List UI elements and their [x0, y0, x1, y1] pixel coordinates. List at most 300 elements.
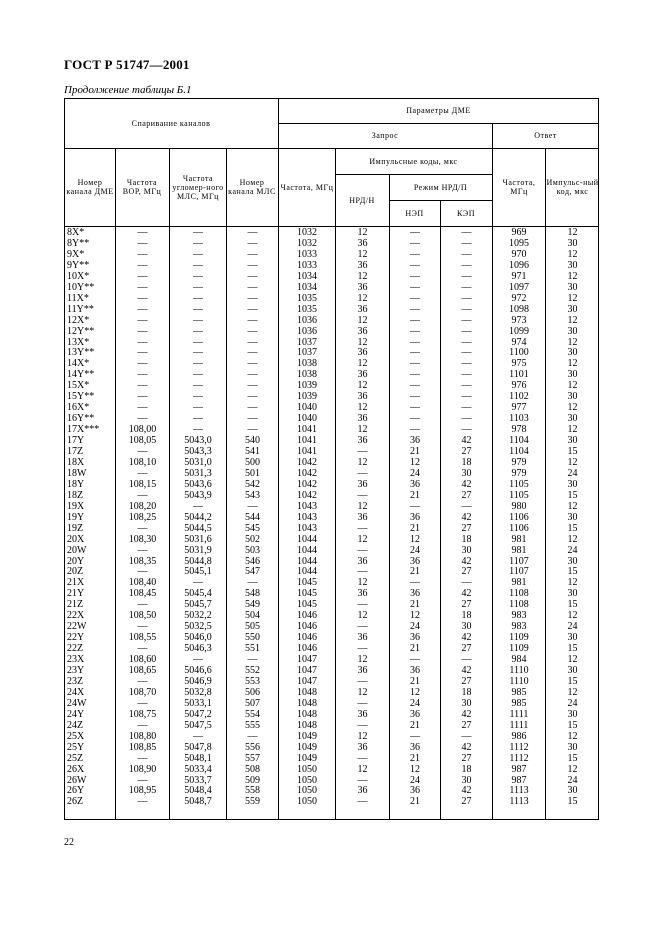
- table-cell: 556: [245, 741, 260, 753]
- request-frequency-header: Частота, МГц: [280, 182, 334, 192]
- table-cell: —: [247, 270, 258, 282]
- table-cell: 1107: [509, 555, 529, 567]
- table-cell: 552: [245, 665, 260, 676]
- table-cell: 24: [567, 697, 578, 709]
- table-cell: 36: [357, 741, 368, 753]
- table-cell: —: [410, 369, 420, 381]
- table-cell: 36: [357, 259, 368, 271]
- table-cell: —: [137, 270, 148, 282]
- table-cell: 12: [357, 292, 368, 304]
- table-cell: 15: [567, 566, 578, 578]
- table-cell: —: [247, 347, 258, 359]
- table-cell: —: [410, 358, 420, 370]
- table-cell: 30: [567, 413, 578, 425]
- table-cell: —: [247, 391, 258, 403]
- table-cell: 504: [245, 610, 260, 622]
- table-cell: 21: [410, 675, 420, 687]
- dme-channel-cell: 22Z: [67, 643, 84, 655]
- table-cell: 30: [461, 621, 472, 633]
- table-cell: —: [137, 380, 148, 392]
- table-cell: —: [357, 719, 368, 731]
- table-cell: 36: [357, 303, 368, 315]
- table-cell: —: [247, 424, 258, 436]
- table-cell: —: [357, 774, 368, 786]
- table-cell: —: [357, 566, 368, 578]
- dme-channel-cell: 23Y: [67, 665, 85, 676]
- table-cell: —: [410, 654, 420, 666]
- table-cell: 5045,7: [184, 599, 212, 611]
- table-cell: —: [461, 336, 472, 348]
- table-cell: 36: [357, 632, 368, 644]
- table-cell: 27: [461, 643, 472, 655]
- table-cell: 18: [461, 763, 472, 775]
- table-cell: —: [410, 248, 420, 260]
- table-cell: 540: [245, 435, 260, 447]
- table-cell: 555: [245, 719, 260, 731]
- table-cell: 24: [567, 621, 578, 633]
- table-cell: 36: [410, 511, 420, 523]
- table-cell: 5047,5: [184, 719, 212, 731]
- reply-code-header: Импульс-ный код, мкс: [546, 178, 599, 196]
- nep-header: НЭП: [405, 208, 424, 218]
- table-cell: 985: [511, 697, 527, 709]
- table-cell: —: [410, 424, 420, 436]
- table-cell: —: [461, 303, 472, 315]
- table-cell: 557: [245, 752, 260, 764]
- table-cell: 1113: [509, 796, 529, 808]
- table-cell: —: [137, 774, 148, 786]
- table-cell: 27: [461, 752, 472, 764]
- table-cell: 12: [567, 248, 578, 260]
- table-cell: 12: [357, 358, 368, 370]
- dme-channel-cell: 15Y**: [67, 391, 95, 403]
- table-cell: 12: [567, 292, 578, 304]
- dme-channel-cell: 24W: [67, 697, 87, 709]
- table-cell: —: [410, 413, 420, 425]
- table-cell: —: [193, 314, 203, 326]
- table-cell: —: [410, 730, 420, 742]
- dme-channel-cell: 23X: [67, 654, 85, 666]
- table-cell: 1099: [509, 325, 529, 337]
- table-cell: 18: [461, 533, 472, 545]
- nrd-n-header: НРД/Н: [349, 195, 375, 205]
- table-cell: 558: [245, 785, 260, 797]
- table-cell: —: [461, 358, 472, 370]
- table-cell: 12: [410, 533, 420, 545]
- table-cell: —: [193, 303, 203, 315]
- table-cell: —: [247, 227, 258, 238]
- table-cell: 544: [245, 511, 260, 523]
- table-cell: 36: [357, 511, 368, 523]
- table-cell: —: [137, 237, 148, 249]
- table-cell: 18: [461, 456, 472, 468]
- table-cell: 1032: [297, 227, 317, 238]
- table-cell: 1044: [297, 566, 317, 578]
- table-cell: 12: [357, 610, 368, 622]
- table-cell: 981: [511, 533, 527, 545]
- reply-header: Ответ: [534, 131, 557, 140]
- table-cell: 15: [567, 446, 578, 457]
- table-cell: 1107: [509, 566, 529, 578]
- table-cell: —: [461, 380, 472, 392]
- table-cell: 1050: [297, 763, 317, 775]
- table-cell: —: [193, 369, 203, 381]
- table-cell: 21: [410, 489, 420, 501]
- table-cell: 971: [511, 270, 527, 282]
- table-cell: 108,35: [128, 555, 157, 567]
- table-cell: 1047: [297, 675, 317, 687]
- table-cell: —: [193, 402, 203, 414]
- table-cell: 27: [461, 566, 472, 578]
- table-cell: 24: [567, 774, 578, 786]
- table-cell: 1108: [509, 599, 529, 611]
- table-cell: 15: [567, 796, 578, 808]
- table-cell: 979: [511, 456, 527, 468]
- table-cell: —: [193, 237, 203, 249]
- table-cell: —: [247, 237, 258, 249]
- table-cell: 1046: [297, 643, 317, 655]
- table-cell: 1046: [297, 621, 317, 633]
- table-cell: 12: [357, 227, 368, 238]
- table-cell: 30: [461, 697, 472, 709]
- table-cell: —: [247, 303, 258, 315]
- table-cell: 27: [461, 719, 472, 731]
- table-cell: 1044: [297, 555, 317, 567]
- table-cell: 5046,6: [184, 665, 212, 676]
- table-cell: 502: [245, 533, 260, 545]
- table-cell: 30: [567, 369, 578, 381]
- table-cell: 1097: [509, 281, 529, 293]
- table-cell: —: [247, 325, 258, 337]
- table-cell: 1113: [509, 785, 529, 797]
- table-cell: —: [193, 577, 203, 589]
- table-cell: 559: [245, 796, 260, 808]
- dme-channel-cell: 13X*: [67, 336, 90, 348]
- table-cell: —: [137, 643, 148, 655]
- table-cell: —: [137, 413, 148, 425]
- dme-channel-cell: 9X*: [67, 248, 85, 260]
- table-cell: 1046: [297, 632, 317, 644]
- table-cell: —: [137, 446, 148, 457]
- table-cell: 1108: [509, 588, 529, 600]
- table-cell: —: [247, 358, 258, 370]
- table-cell: 1050: [297, 785, 317, 797]
- table-cell: 36: [357, 237, 368, 249]
- table-cell: 1042: [297, 456, 317, 468]
- table-cell: 12: [567, 314, 578, 326]
- table-cell: 1039: [297, 391, 317, 403]
- table-cell: 974: [511, 336, 527, 348]
- table-cell: 1045: [297, 577, 317, 589]
- table-cell: —: [137, 281, 148, 293]
- mls-channel-header: Номер канала МЛС: [228, 178, 276, 196]
- table-cell: —: [461, 281, 472, 293]
- table-cell: 1106: [509, 522, 529, 534]
- dme-channel-cell: 21Y: [67, 588, 85, 600]
- table-cell: 27: [461, 446, 472, 457]
- table-cell: 1035: [297, 292, 317, 304]
- table-cell: 548: [245, 588, 260, 600]
- table-cell: 986: [511, 730, 527, 742]
- table-cell: 5044,5: [184, 522, 212, 534]
- table-cell: 30: [461, 774, 472, 786]
- table-cell: 5045,4: [184, 588, 212, 600]
- table-cell: 980: [511, 500, 527, 512]
- table-cell: 30: [567, 555, 578, 567]
- table-cell: 27: [461, 522, 472, 534]
- table-cell: 1109: [509, 632, 529, 644]
- dme-channel-cell: 26X: [67, 763, 85, 775]
- table-cell: 1098: [509, 303, 529, 315]
- table-cell: 545: [245, 522, 260, 534]
- table-cell: 985: [511, 686, 527, 698]
- table-cell: 108,95: [128, 785, 157, 797]
- dme-channel-cell: 17X***: [67, 424, 100, 436]
- table-cell: —: [461, 391, 472, 403]
- table-cell: —: [357, 489, 368, 501]
- table-cell: 12: [567, 763, 578, 775]
- table-cell: 108,25: [128, 511, 157, 523]
- table-cell: 15: [567, 489, 578, 501]
- table-cell: 36: [357, 435, 368, 447]
- table-cell: —: [137, 227, 148, 238]
- table-cell: 975: [511, 358, 527, 370]
- table-cell: 12: [357, 654, 368, 666]
- dme-channel-cell: 10Y**: [67, 281, 95, 293]
- table-cell: —: [137, 796, 148, 808]
- table-cell: 507: [245, 697, 260, 709]
- table-cell: —: [461, 654, 472, 666]
- dme-channel-cell: 25Z: [67, 752, 84, 764]
- table-cell: 12: [357, 577, 368, 589]
- table-cell: 508: [245, 763, 260, 775]
- table-cell: 5046,0: [184, 632, 212, 644]
- table-cell: —: [193, 391, 203, 403]
- table-cell: 1112: [509, 752, 529, 764]
- table-cell: 553: [245, 675, 260, 687]
- table-cell: 12: [410, 456, 420, 468]
- table-cell: —: [247, 259, 258, 271]
- table-cell: —: [137, 697, 148, 709]
- table-cell: 12: [357, 314, 368, 326]
- table-cell: 12: [357, 270, 368, 282]
- table-cell: —: [247, 314, 258, 326]
- table-cell: 12: [567, 456, 578, 468]
- table-cell: 30: [461, 467, 472, 479]
- request-header: Запрос: [371, 131, 399, 140]
- table-cell: 1109: [509, 643, 529, 655]
- table-cell: 42: [461, 435, 472, 447]
- table-cell: 973: [511, 314, 527, 326]
- table-cell: 1095: [509, 237, 529, 249]
- table-cell: 15: [567, 675, 578, 687]
- dme-channel-cell: 20Z: [67, 566, 84, 578]
- kep-header: КЭП: [457, 208, 475, 218]
- table-cell: 42: [461, 665, 472, 676]
- table-cell: —: [193, 380, 203, 392]
- table-cell: 42: [461, 588, 472, 600]
- table-cell: —: [137, 719, 148, 731]
- table-cell: 5033,1: [184, 697, 212, 709]
- table-cell: 18: [461, 686, 472, 698]
- table-cell: —: [461, 730, 472, 742]
- table-cell: 1042: [297, 489, 317, 501]
- table-cell: —: [247, 654, 258, 666]
- table-cell: 976: [511, 380, 527, 392]
- table-cell: —: [137, 314, 148, 326]
- table-cell: 12: [357, 686, 368, 698]
- table-cell: 108,40: [128, 577, 157, 589]
- table-cell: 36: [357, 391, 368, 403]
- table-cell: 108,45: [128, 588, 157, 600]
- table-cell: 27: [461, 599, 472, 611]
- table-cell: —: [247, 380, 258, 392]
- table-cell: 27: [461, 489, 472, 501]
- table-cell: —: [193, 292, 203, 304]
- table-cell: —: [137, 303, 148, 315]
- table-cell: 24: [410, 697, 420, 709]
- table-cell: 21: [410, 752, 420, 764]
- table-cell: —: [247, 248, 258, 260]
- table-cell: 549: [245, 599, 260, 611]
- dme-channel-cell: 14X*: [67, 358, 90, 370]
- table-cell: 1038: [297, 369, 317, 381]
- dme-channel-cell: 11Y**: [67, 303, 94, 315]
- dme-channel-cell: 25X: [67, 730, 85, 742]
- table-cell: 108,15: [128, 478, 157, 490]
- table-cell: 981: [511, 577, 527, 589]
- table-cell: —: [193, 325, 203, 337]
- table-cell: 30: [567, 325, 578, 337]
- table-cell: 12: [567, 577, 578, 589]
- table-cell: 36: [357, 325, 368, 337]
- table-cell: —: [193, 358, 203, 370]
- table-cell: 1039: [297, 380, 317, 392]
- table-cell: —: [410, 336, 420, 348]
- table-cell: —: [410, 347, 420, 359]
- table-cell: —: [193, 500, 203, 512]
- table-cell: —: [410, 314, 420, 326]
- table-cell: 1100: [509, 347, 529, 359]
- table-cell: —: [461, 227, 472, 238]
- table-cell: 12: [357, 763, 368, 775]
- table-cell: 551: [245, 643, 260, 655]
- table-cell: 1049: [297, 730, 317, 742]
- table-cell: 12: [357, 500, 368, 512]
- dme-channel-cell: 13Y**: [67, 347, 95, 359]
- table-cell: 1104: [509, 446, 529, 457]
- table-cell: 5043,0: [184, 435, 212, 447]
- table-cell: —: [461, 402, 472, 414]
- table-cell: 12: [357, 424, 368, 436]
- table-cell: 12: [410, 763, 420, 775]
- table-cell: 987: [511, 763, 527, 775]
- table-cell: 983: [511, 621, 527, 633]
- table-cell: 1040: [297, 413, 317, 425]
- dme-channel-cell: 21X: [67, 577, 85, 589]
- table-cell: 12: [567, 402, 578, 414]
- table-cell: 1102: [509, 391, 529, 403]
- table-cell: 18: [461, 610, 472, 622]
- table-cell: —: [193, 413, 203, 425]
- table-cell: 36: [357, 665, 368, 676]
- table-cell: —: [357, 446, 368, 457]
- table-cell: —: [137, 347, 148, 359]
- dme-channel-cell: 20Y: [67, 555, 85, 567]
- table-cell: 978: [511, 424, 527, 436]
- table-cell: 1033: [297, 248, 317, 260]
- dme-channel-cell: 20X: [67, 533, 85, 545]
- table-cell: —: [247, 336, 258, 348]
- table-cell: —: [193, 248, 203, 260]
- table-cell: 1111: [509, 708, 529, 720]
- table-cell: 1041: [297, 446, 317, 457]
- table-cell: —: [247, 292, 258, 304]
- table-cell: 36: [357, 588, 368, 600]
- table-cell: —: [461, 325, 472, 337]
- table-cell: 42: [461, 632, 472, 644]
- table-cell: 5032,5: [184, 621, 212, 633]
- table-cell: 21: [410, 719, 420, 731]
- table-cell: 505: [245, 621, 260, 633]
- table-cell: 12: [567, 424, 578, 436]
- table-cell: —: [137, 599, 148, 611]
- table-cell: —: [137, 402, 148, 414]
- table-cell: 108,50: [128, 610, 157, 622]
- table-cell: 1037: [297, 336, 317, 348]
- dme-channel-cell: 16Y**: [67, 413, 95, 425]
- table-cell: 12: [357, 402, 368, 414]
- table-cell: 36: [357, 413, 368, 425]
- table-cell: —: [357, 467, 368, 479]
- table-cell: —: [410, 259, 420, 271]
- table-cell: 15: [567, 643, 578, 655]
- table-cell: 108,30: [128, 533, 157, 545]
- table-cell: —: [410, 380, 420, 392]
- table-cell: 12: [410, 610, 420, 622]
- table-cell: 1036: [297, 314, 317, 326]
- table-cell: 1110: [509, 665, 529, 676]
- table-cell: 21: [410, 796, 420, 808]
- table-cell: —: [247, 500, 258, 512]
- table-cell: 12: [567, 730, 578, 742]
- table-cell: 5043,3: [184, 446, 212, 457]
- table-cell: 108,80: [128, 730, 157, 742]
- table-cell: 1048: [297, 708, 317, 720]
- dme-channel-cell: 16X*: [67, 402, 90, 414]
- table-cell: —: [193, 270, 203, 282]
- table-cell: —: [461, 369, 472, 381]
- table-cell: 1045: [297, 588, 317, 600]
- table-cell: 5044,2: [184, 511, 212, 523]
- table-cell: —: [137, 336, 148, 348]
- table-cell: —: [193, 347, 203, 359]
- table-cell: —: [247, 577, 258, 589]
- document-id: ГОСТ Р 51747—2001: [64, 57, 190, 72]
- table-cell: —: [410, 237, 420, 249]
- table-cell: 1106: [509, 511, 529, 523]
- reply-frequency-header: Частота, МГц: [502, 178, 536, 196]
- mode-header: Режим НРД/П: [413, 182, 468, 192]
- table-cell: —: [137, 489, 148, 501]
- table-cell: 1042: [297, 467, 317, 479]
- table-cell: 30: [567, 259, 578, 271]
- table-cell: 108,70: [128, 686, 157, 698]
- table-cell: 42: [461, 478, 472, 490]
- table-cell: 1036: [297, 325, 317, 337]
- table-cell: —: [137, 358, 148, 370]
- table-cell: —: [357, 643, 368, 655]
